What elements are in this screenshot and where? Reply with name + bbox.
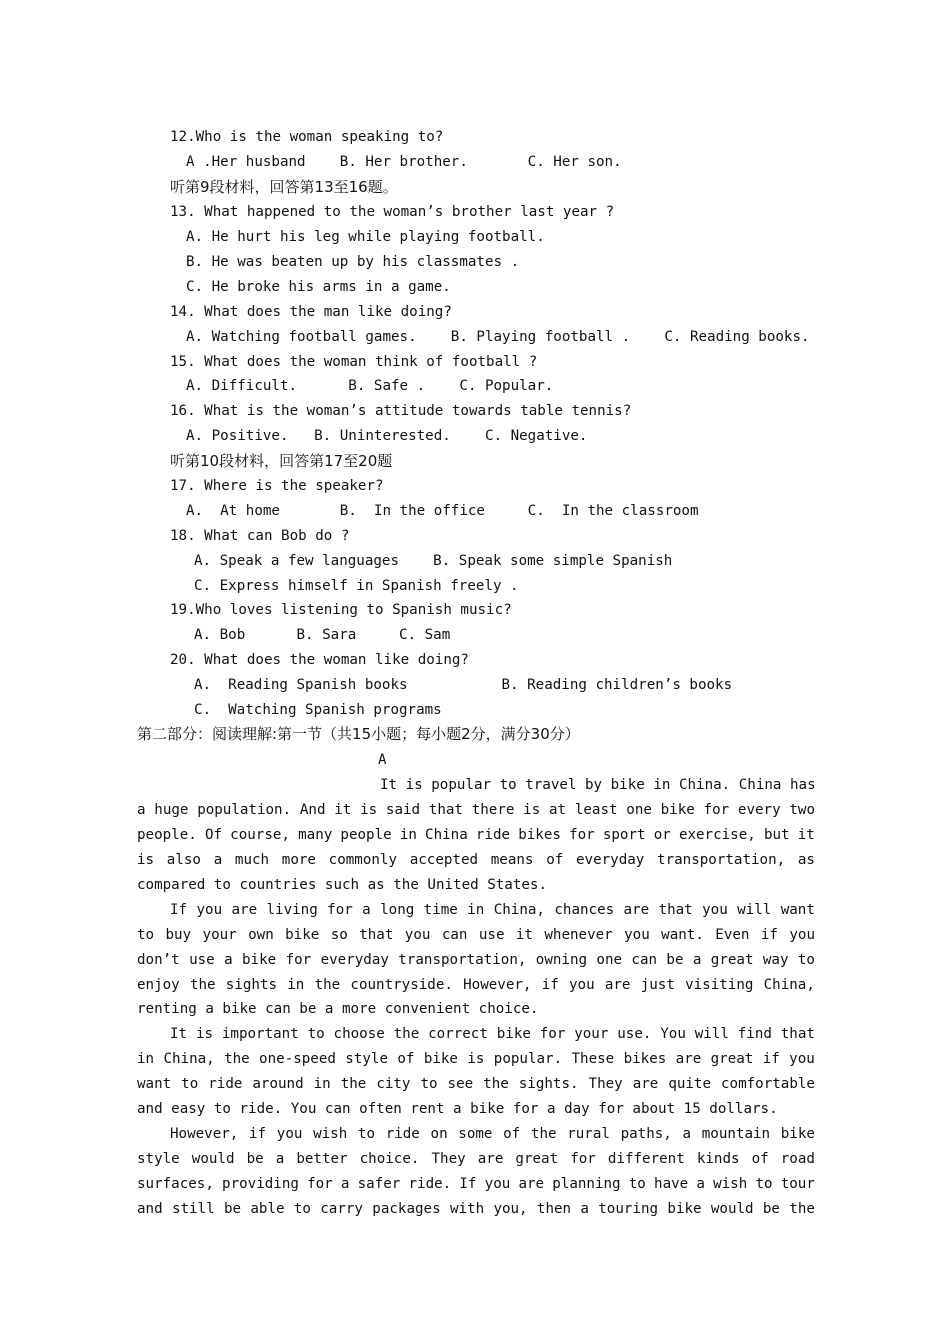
word: These [571,1051,615,1067]
paragraph-3-line-3 [137,1074,815,1094]
word: you, [493,1201,528,1217]
word: one [596,952,623,968]
paragraph-2-line-2 [137,925,815,945]
word: to [137,927,155,943]
word: to [797,952,815,968]
section-10-instruction: 听第10段材料，回答第17至20题 [170,452,393,470]
word: way [762,952,789,968]
word: for [285,952,312,968]
word: rural [567,1126,610,1142]
word: is [467,1051,485,1067]
word: also [166,852,201,868]
word: ride [208,1076,243,1092]
word: choose [333,1026,385,1042]
paragraph-1-line-1: It is popular to travel by bike in China. China has [380,777,816,793]
word: the [224,1051,250,1067]
word: However, [463,977,532,993]
word: to [357,1126,376,1142]
word: said [385,802,421,818]
word: better [296,1151,348,1167]
question-14-stem: 14. What does the man like doing? [170,304,452,320]
word: wish [713,1176,748,1192]
paragraph-3-line-4: and easy to ride. You can often rent a bike for a day for about 15 dollars. [137,1101,778,1117]
word: then [536,1201,572,1217]
word: popular. [493,1051,563,1067]
word: It [170,1026,188,1042]
paragraph-4-line-4 [137,1199,815,1219]
question-15-stem: 15. What does the woman think of football ? [170,354,538,370]
word: be [223,1201,242,1217]
word: great [515,1151,559,1167]
paragraph-1-line-2 [137,800,815,820]
word: is [523,802,541,818]
word: much [234,852,270,868]
word: correct [428,1026,488,1042]
word: want. [661,927,704,943]
question-19-options: A. Bob B. Sara C. Sam [194,627,451,643]
word: transportation, [398,952,527,968]
word: are [675,1051,702,1067]
paragraph-1-line-3 [137,825,815,845]
word: it [515,927,533,943]
word: the [189,977,216,993]
word: are [477,1151,504,1167]
word: many [298,827,333,843]
word: but [763,827,790,843]
word: at [549,802,567,818]
word: you [624,927,650,943]
word: for [703,802,730,818]
word: owning [535,952,588,968]
word: will [694,1026,729,1042]
word: commonly [328,852,398,868]
paragraph-1-line-5: compared to countries such as the United States. [137,877,547,893]
word: a [213,852,223,868]
word: you [196,902,223,918]
word: sights. [518,1076,579,1092]
word: don’t [137,952,180,968]
word: the [789,1201,815,1217]
word: you [484,1176,511,1192]
word: choice. [359,1151,420,1167]
question-16-options: A. Positive. B. Uninterested. C. Negative. [186,428,588,444]
word: sport [602,827,646,843]
word: be [666,952,684,968]
word: a [275,1151,285,1167]
word: for [570,1151,596,1167]
word: to [293,1201,311,1217]
word: use. [617,1026,652,1042]
word: you [404,927,431,943]
word: a [340,1176,350,1192]
section-9-instruction: 听第9段材料，回答第13至16题。 [170,178,398,196]
word: the [530,1126,557,1142]
word: and [137,1201,163,1217]
question-18-option-c: C. Express himself in Spanish freely . [194,578,519,594]
word: to [420,1076,438,1092]
word: They [431,1151,466,1167]
word: or [653,827,671,843]
word: comfortable [721,1076,815,1092]
word: you [569,977,595,993]
word: planning [552,1176,621,1192]
word: providing [222,1176,299,1192]
word: of [397,1051,415,1067]
word: some [458,1126,493,1142]
word: paths, [620,1126,672,1142]
word: will [737,902,772,918]
word: city [376,1076,411,1092]
word: have [654,1176,689,1192]
word: If [459,1176,477,1192]
word: whenever [544,927,613,943]
word: Even [715,927,750,943]
word: in [137,1051,155,1067]
word: people. [137,827,197,843]
word: your [574,1026,609,1042]
word: you [276,1126,303,1142]
word: ride. [408,1176,452,1192]
word: to [755,1176,773,1192]
paragraph-4-line-1 [170,1124,815,1144]
question-13-stem: 13. What happened to the woman’s brother last year ? [170,204,615,220]
question-18-stem: 18. What can Bob do ? [170,528,350,544]
word: chances [554,902,615,918]
word: it [797,827,815,843]
word: can [631,952,658,968]
word: are [604,977,631,993]
word: China, [763,977,815,993]
word: visiting [685,977,754,993]
word: a [692,952,702,968]
question-16-stem: 16. What is the woman’s attitude towards table tennis? [170,403,632,419]
word: bikes [518,827,561,843]
question-15-options: A. Difficult. B. Safe . C. Popular. [186,378,554,394]
question-12-stem: 12.Who is the woman speaking to? [170,129,444,145]
word: use [478,927,505,943]
word: can [441,927,468,943]
paragraph-2-line-3 [137,950,815,970]
word: find [737,1026,772,1042]
word: a [137,802,146,818]
word: that [428,802,463,818]
word: so [330,927,348,943]
word: tour [780,1176,815,1192]
word: However, [170,1126,239,1142]
word: sights [225,977,278,993]
word: China, [493,902,545,918]
question-13-option-b: B. He was beaten up by his classmates . [186,254,520,270]
word: for [307,1176,333,1192]
word: in [313,1076,331,1092]
word: different [607,1151,685,1167]
word: bike [660,802,695,818]
word: touring [598,1201,659,1217]
word: everyday [320,952,389,968]
word: if [541,977,559,993]
word: two [789,802,815,818]
word: see [447,1076,474,1092]
word: China [425,827,468,843]
word: to [628,1176,646,1192]
word: the [393,1026,420,1042]
word: if [762,1051,780,1067]
word: important [221,1026,299,1042]
question-20-options-ab: A. Reading Spanish books B. Reading children’s books [194,677,733,693]
word: want [137,1076,172,1092]
word: China, [163,1051,215,1067]
word: in [467,902,485,918]
word: in [399,827,417,843]
word: style [137,1151,180,1167]
word: bike [496,1026,531,1042]
word: that [359,927,394,943]
word: exercise, [678,827,756,843]
word: if [760,927,778,943]
word: quite [668,1076,712,1092]
question-17-options: A. At home B. In the office C. In the classroom [186,503,699,519]
word: for [327,902,353,918]
word: to [181,1076,199,1092]
word: that [780,1026,815,1042]
word: ride [385,1126,420,1142]
word: own [248,927,274,943]
word: least [574,802,618,818]
word: And [299,802,326,818]
word: a [224,952,233,968]
paragraph-3-line-1 [170,1024,815,1044]
word: time [423,902,458,918]
word: accepted [409,852,479,868]
word: would [191,1151,235,1167]
word: around [252,1076,304,1092]
word: course, [230,827,290,843]
word: the [314,977,341,993]
word: bike [780,1126,815,1142]
word: use [189,952,215,968]
word: there [471,802,515,818]
word: would [710,1201,754,1217]
word: it [334,802,352,818]
word: huge [154,802,189,818]
word: you [702,902,728,918]
question-20-stem: 20. What does the woman like doing? [170,652,469,668]
word: bike [667,1201,702,1217]
word: enjoy [137,977,180,993]
word: still [171,1201,215,1217]
word: bikes [623,1051,667,1067]
word: people [340,827,392,843]
word: a [682,1126,692,1142]
word: for [569,827,595,843]
word: to [307,1026,325,1042]
word: be [762,1201,780,1217]
word: living [266,902,318,918]
word: great [710,1051,754,1067]
part-2-heading: 第二部分：阅读理解:第一节（共15小题；每小题2分，满分30分） [137,725,580,743]
word: a [696,1176,705,1192]
word: you [789,927,815,943]
word: just [640,977,675,993]
word: you [789,1051,815,1067]
word: road [780,1151,815,1167]
paragraph-2-line-4 [137,975,815,995]
word: every [737,802,781,818]
word: wish [313,1126,348,1142]
word: means [490,852,534,868]
paragraph-4-line-3 [137,1174,815,1194]
word: carry [320,1201,363,1217]
word: are [231,902,258,918]
word: great [710,952,754,968]
word: are [632,1076,659,1092]
word: bike [242,952,277,968]
word: You [660,1026,686,1042]
word: the [483,1076,509,1092]
word: with [449,1201,485,1217]
word: are [623,902,650,918]
word: ride [475,827,511,843]
word: a [580,1201,589,1217]
paragraph-4-line-2 [137,1149,815,1169]
word: They [588,1076,623,1092]
word: able [250,1201,285,1217]
question-19-stem: 19.Who loves listening to Spanish music? [170,602,512,618]
question-18-options-ab: A. Speak a few languages B. Speak some simple Spanish [194,553,673,569]
word: safer [357,1176,401,1192]
word: everyday [575,852,645,868]
question-12-options: A .Her husband B. Her brother. C. Her son. [186,154,622,170]
word: of [751,1151,769,1167]
paragraph-2-line-1 [170,900,815,920]
word: be [246,1151,264,1167]
word: If [170,902,188,918]
word: of [503,1126,521,1142]
word: is [360,802,378,818]
word: your [202,927,237,943]
word: as [797,852,815,868]
word: Of [204,827,223,843]
word: style [345,1051,388,1067]
word: is [195,1026,214,1042]
word: the [340,1076,367,1092]
word: mountain [701,1126,771,1142]
word: are [518,1176,545,1192]
word: bike [285,927,320,943]
question-20-option-c: C. Watching Spanish programs [194,702,442,718]
word: for [539,1026,566,1042]
word: want [780,902,815,918]
paragraph-3-line-2 [137,1049,815,1069]
word: in [287,977,305,993]
word: is [137,852,155,868]
word: on [430,1126,448,1142]
word: of [546,852,564,868]
question-13-option-c: C. He broke his arms in a game. [186,279,451,295]
paragraph-2-line-5: renting a bike can be a more convenient choice. [137,1001,539,1017]
word: one [626,802,652,818]
word: one-speed [259,1051,336,1067]
word: transportation, [657,852,786,868]
question-17-stem: 17. Where is the speaker? [170,478,384,494]
word: countryside. [350,977,453,993]
paragraph-1-line-4 [137,850,815,870]
word: that [658,902,693,918]
word: population. [197,802,292,818]
word: surfaces, [137,1176,214,1192]
word: if [249,1126,267,1142]
question-14-options: A. Watching football games. B. Playing football . C. Reading books. [186,329,810,345]
word: more [281,852,316,868]
word: long [380,902,415,918]
word: buy [165,927,192,943]
question-13-option-a: A. He hurt his leg while playing football. [186,229,545,245]
word: packages [372,1201,441,1217]
word: kinds [696,1151,740,1167]
word: bike [423,1051,458,1067]
passage-label: A [378,752,387,768]
word: a [362,902,371,918]
